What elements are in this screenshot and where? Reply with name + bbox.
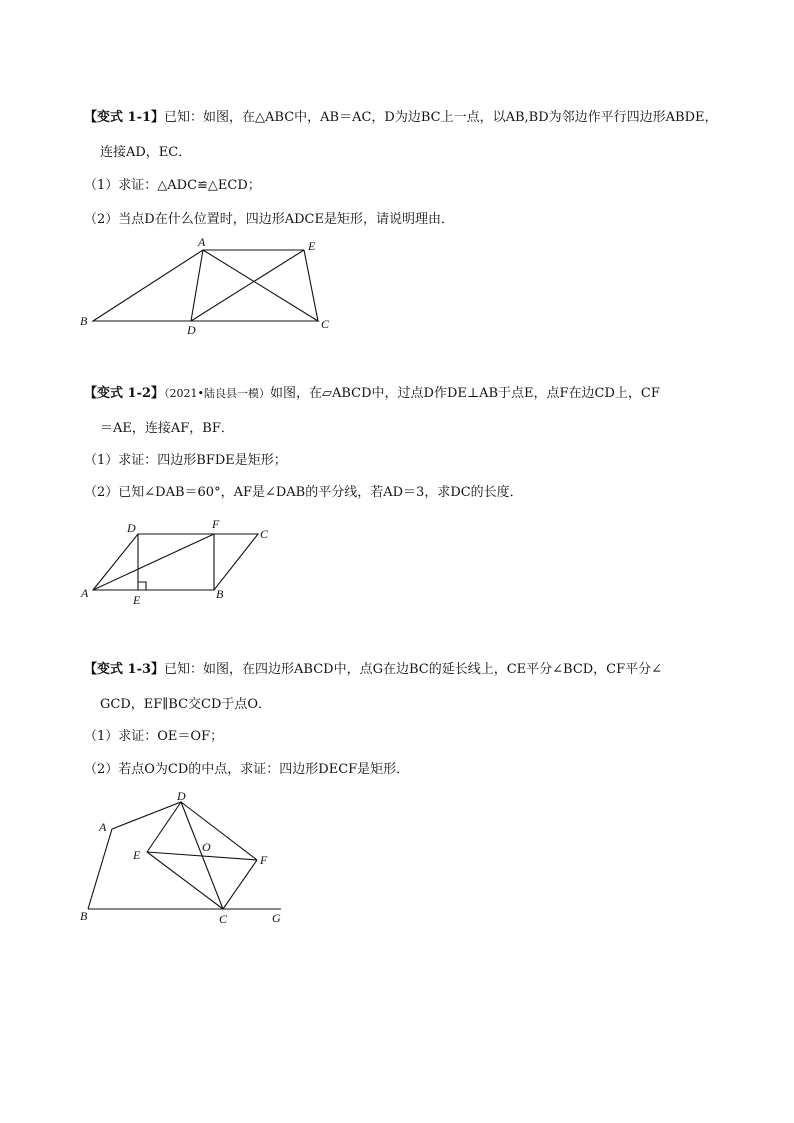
- fig3-label-b: B: [80, 909, 88, 923]
- fig1-label-c: C: [321, 317, 330, 331]
- problem-3-question-2: （2）若点O为CD的中点，求证：四边形DECF是矩形．: [84, 762, 410, 777]
- fig1-label-d: D: [187, 323, 196, 337]
- problem-2-stem-line-2: ＝AE，连接AF，BF．: [100, 421, 234, 436]
- fig2-label-c: C: [260, 527, 269, 541]
- fig1-label-b: B: [80, 314, 88, 328]
- fig1-label-a: A: [198, 235, 206, 249]
- problem-2-question-1: （1）求证：四边形BFDE是矩形；: [84, 453, 287, 468]
- problem-2-source: （2021•陆良县一模）: [164, 387, 270, 400]
- fig1-label-e: E: [308, 239, 316, 253]
- problem-2-tag: 【变式 1-2】: [84, 386, 165, 401]
- fig3-label-a: A: [99, 820, 107, 834]
- fig3-label-g: G: [272, 911, 281, 925]
- fig2-label-f: F: [212, 517, 220, 531]
- fig3-label-c: C: [219, 912, 228, 926]
- fig2-label-e: E: [133, 593, 141, 607]
- problem-3-tag: 【变式 1-3】: [84, 662, 165, 677]
- problem-3-stem-1: 已知：如图，在四边形ABCD中，点G在边BC的延长线上，CE平分∠BCD，CF平分∠: [164, 662, 663, 677]
- problem-3-stem-line-2: GCD，EF∥BC交CD于点O．: [100, 697, 272, 712]
- fig3-label-f: F: [260, 853, 268, 867]
- problem-2-question-2: （2）已知∠DAB＝60°，AF是∠DAB的平分线，若AD＝3，求DC的长度．: [84, 485, 523, 500]
- fig2-label-a: A: [81, 586, 89, 600]
- problem-1-tag: 【变式 1-1】: [84, 110, 165, 125]
- problem-2-stem-1: 如图，在▱ABCD中，过点D作DE⊥AB于点E，点F在边CD上，CF: [270, 386, 660, 401]
- fig3-segment-cf: [223, 860, 257, 909]
- problem-1-question-1: （1）求证：△ADC≌△ECD；: [84, 178, 261, 193]
- fig3-label-d: D: [177, 789, 186, 803]
- problem-1-stem-1: 已知：如图，在△ABC中，AB＝AC，D为边BC上一点，以AB,BD为邻边作平行四边形ABDE，: [164, 110, 718, 125]
- fig2-label-d: D: [127, 521, 136, 535]
- problem-3-question-1: （1）求证：OE＝OF；: [84, 729, 224, 744]
- fig3-segment-de: [147, 802, 181, 852]
- fig3-label-e: E: [133, 848, 141, 862]
- problem-1-question-2: （2）当点D在什么位置时，四边形ADCE是矩形，请说明理由．: [84, 212, 454, 227]
- fig2-label-b: B: [216, 587, 224, 601]
- problem-1-stem-line-2: 连接AD，EC．: [100, 145, 192, 160]
- fig3-label-o: O: [202, 840, 211, 854]
